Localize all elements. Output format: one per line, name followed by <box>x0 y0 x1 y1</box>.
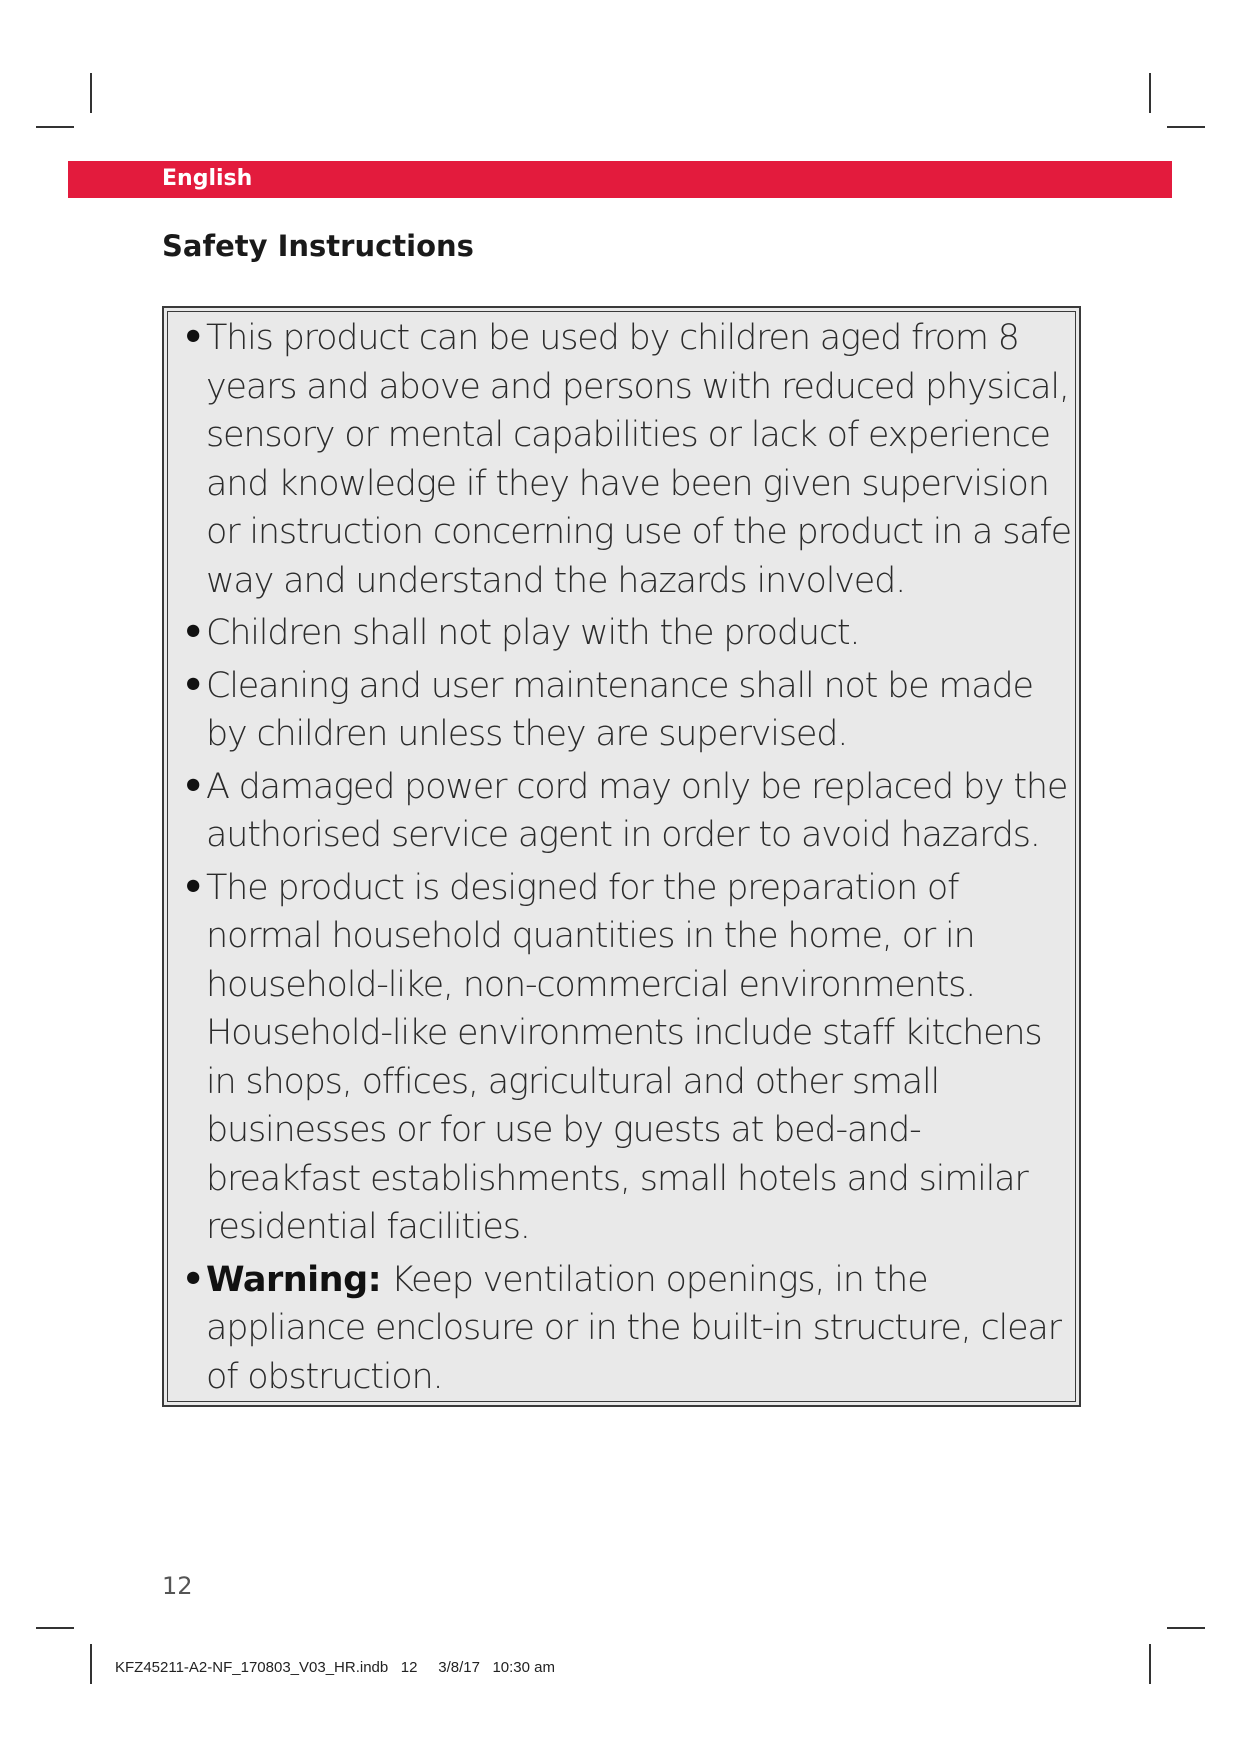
language-label: English <box>162 166 253 191</box>
warning-item <box>182 1256 1071 1402</box>
crop-mark <box>1167 126 1205 128</box>
list-item <box>182 864 1071 1252</box>
item-text: Keep ventilation openings, in the appliance enclosure or in the built-in structure, clear of obstruction. <box>206 1259 1061 1397</box>
crop-mark <box>1167 1627 1205 1629</box>
crop-mark <box>1149 1644 1151 1684</box>
crop-mark <box>90 1644 92 1684</box>
crop-mark <box>36 126 74 128</box>
print-slug: KFZ45211-A2-NF_170803_V03_HR.indb 12 3/8/17 10:30 am <box>115 1659 555 1676</box>
list-item <box>182 609 1071 658</box>
list-item <box>182 314 1071 605</box>
page-number: 12 <box>162 1572 193 1600</box>
item-text: A damaged power cord may only be replaced by the authorised service agent in order to avoid hazards. <box>206 766 1068 855</box>
crop-mark <box>1149 73 1151 113</box>
safety-instructions-box <box>162 306 1081 1407</box>
item-text: This product can be used by children aged from 8 years and above and persons with reduced physical, sensory or mental capabilities or lack of experience and knowledge if they have been given supervision or instruction concerning use of the product in a safe way and understand the hazards involved. <box>206 318 1071 601</box>
list-item <box>182 662 1071 759</box>
crop-mark <box>36 1627 74 1629</box>
safety-list <box>182 314 1071 1405</box>
section-title: Safety Instructions <box>162 229 474 263</box>
crop-mark <box>90 73 92 113</box>
item-text: Children shall not play with the product. <box>206 613 860 653</box>
language-header-bar <box>68 161 1172 198</box>
item-text: The product is designed for the preparation of normal household quantities in the home, or in household-like, non-commercial environments. Household-like environments include staff kitchens in shops, offices, agricultural and other small businesses or for use by guests at bed-and-breakfast establishments, small hotels and similar residential facilities. <box>206 867 1042 1247</box>
warning-label: Warning: <box>206 1259 382 1300</box>
list-item <box>182 763 1071 860</box>
item-text: Cleaning and user maintenance shall not be made by children unless they are supervised. <box>206 665 1033 754</box>
